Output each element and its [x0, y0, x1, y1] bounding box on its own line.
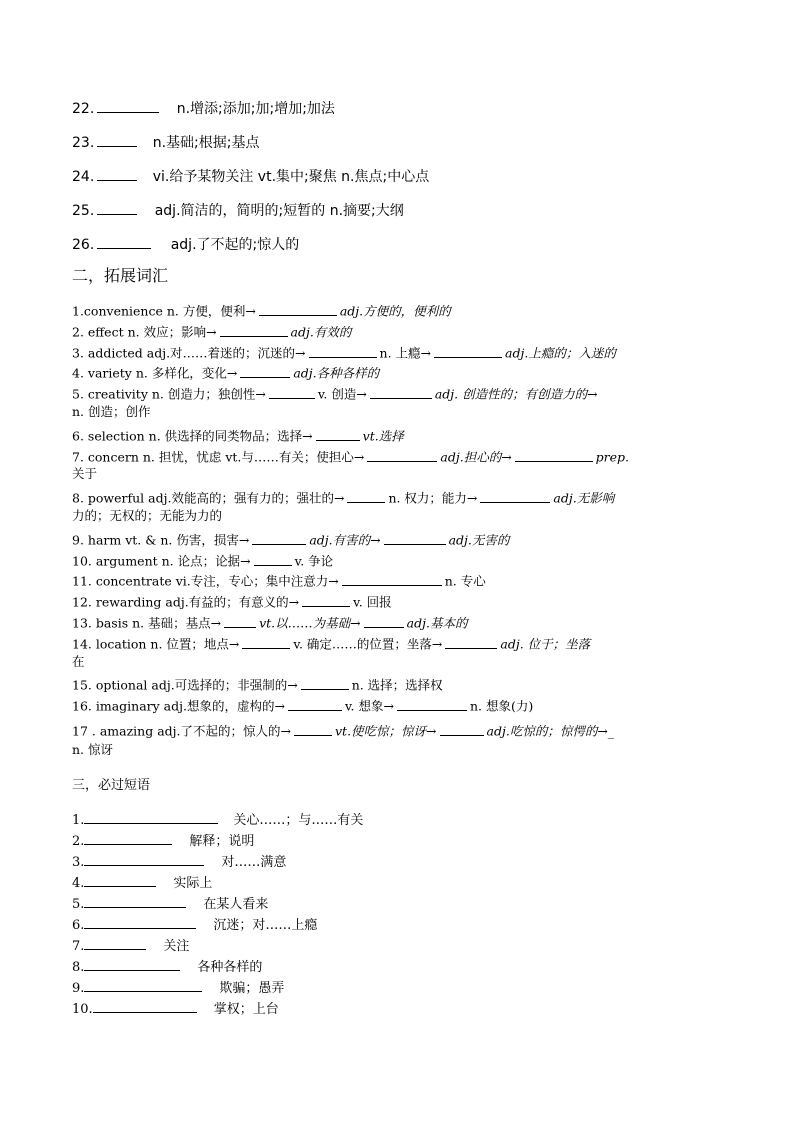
vocab-item-24 [72, 166, 429, 184]
phrase-item-10: 10. 掌权；上台 [72, 999, 279, 1016]
answer-blank[interactable] [84, 957, 180, 971]
answer-blank[interactable] [84, 810, 218, 824]
answer-blank[interactable] [309, 344, 377, 358]
answer-blank[interactable] [97, 132, 137, 147]
item-number: 25. [72, 203, 95, 219]
answer-blank[interactable] [97, 234, 151, 249]
phrase-item-7: 7. 关注 [72, 936, 189, 953]
vocab-item-26 [72, 234, 299, 252]
expansion-item-1: 1.convenience n. 方便，便利→ adj.方便的，便利的 [72, 303, 451, 319]
answer-blank[interactable] [445, 635, 497, 649]
expansion-item-12: 12. rewarding adj.有益的；有意义的→ v. 回报 [72, 594, 392, 610]
answer-blank[interactable] [259, 302, 337, 316]
expansion-item-16: 16. imaginary adj.想象的，虚构的→ v. 想象→ n. 想象(力) [72, 698, 534, 714]
phrase-item-8: 8. 各种各样的 [72, 957, 262, 974]
answer-blank[interactable] [440, 722, 484, 736]
item-definition: vi.给予某物关注 vt.集中;聚焦 n.焦点;中心点 [152, 169, 430, 185]
phrase-item-6: 6. 沉迷；对……上瘾 [72, 915, 317, 932]
item-number: 24. [72, 169, 95, 185]
expansion-item-11: 11. concentrate vi.专注，专心；集中注意力→ n. 专心 [72, 573, 486, 589]
answer-blank[interactable] [84, 831, 172, 845]
expansion-item-3: 3. addicted adj.对……着迷的；沉迷的→ n. 上瘾→ adj.上瘾的；入迷的 [72, 345, 616, 361]
answer-blank[interactable] [434, 344, 502, 358]
item-definition: adj.简洁的，简明的;短暂的 n.摘要;大纲 [154, 203, 404, 219]
answer-blank[interactable] [84, 873, 156, 887]
answer-blank[interactable] [316, 427, 360, 441]
answer-blank[interactable] [242, 635, 290, 649]
answer-blank[interactable] [84, 852, 204, 866]
answer-blank[interactable] [384, 531, 446, 545]
expansion-item-7-cont: 关于 [72, 466, 98, 481]
expansion-item-10: 10. argument n. 论点；论据→ v. 争论 [72, 553, 334, 569]
expansion-item-7: 7. concern n. 担忧，忧虑 vt.与……有关；使担心→ adj.担心的→ prep. [72, 449, 630, 465]
answer-blank[interactable] [220, 323, 288, 337]
expansion-item-4: 4. variety n. 多样化，变化→ adj.各种各样的 [72, 365, 380, 381]
answer-blank[interactable] [294, 722, 332, 736]
expansion-item-6: 6. selection n. 供选择的同类物品；选择→ vt.选择 [72, 428, 404, 444]
answer-blank[interactable] [480, 489, 550, 503]
phrase-item-2: 2. 解释；说明 [72, 831, 254, 848]
section-heading-phrases: 三，必过短语 [72, 778, 151, 793]
expansion-item-14: 14. location n. 位置；地点→ v. 确定……的位置；坐落→ adj. 位于；坐落 [72, 636, 591, 652]
answer-blank[interactable] [240, 364, 290, 378]
answer-blank[interactable] [302, 593, 350, 607]
expansion-item-17: 17 . amazing adj.了不起的；惊人的→ vt.使吃惊；惊讶→ adj.吃惊的；惊愕的→_ [72, 723, 615, 739]
answer-blank[interactable] [269, 385, 315, 399]
expansion-item-5: 5. creativity n. 创造力；独创性→ v. 创造→ adj. 创造性的；有创造力的→ [72, 386, 598, 402]
item-number: 26. [72, 237, 95, 253]
answer-blank[interactable] [515, 448, 593, 462]
expansion-item-2: 2. effect n. 效应；影响→ adj.有效的 [72, 324, 352, 340]
answer-blank[interactable] [397, 697, 467, 711]
item-definition: adj.了不起的;惊人的 [170, 237, 300, 253]
answer-blank[interactable] [254, 552, 292, 566]
expansion-item-9: 9. harm vt. & n. 伤害，损害→ adj.有害的→ adj.无害的 [72, 532, 510, 548]
item-number: 23. [72, 135, 95, 151]
answer-blank[interactable] [342, 572, 442, 586]
item-definition: n.基础;根据;基点 [152, 135, 260, 151]
answer-blank[interactable] [84, 978, 202, 992]
answer-blank[interactable] [301, 676, 349, 690]
answer-blank[interactable] [288, 697, 342, 711]
vocab-item-22 [72, 98, 335, 116]
answer-blank[interactable] [93, 999, 197, 1013]
expansion-item-13: 13. basis n. 基础；基点→ vt.以……为基础→ adj.基本的 [72, 615, 468, 631]
phrase-item-9: 9. 欺骗；愚弄 [72, 978, 284, 995]
expansion-item-17-cont: n. 惊讶 [72, 742, 113, 757]
expansion-item-5-cont: n. 创造；创作 [72, 404, 151, 419]
expansion-item-8-cont: 力的；无权的；无能为力的 [72, 508, 223, 523]
answer-blank[interactable] [224, 614, 256, 628]
vocab-item-23 [72, 132, 259, 150]
answer-blank[interactable] [97, 200, 137, 215]
answer-blank[interactable] [84, 936, 146, 950]
vocab-item-25 [72, 200, 404, 218]
phrase-item-4: 4. 实际上 [72, 873, 212, 890]
answer-blank[interactable] [84, 915, 196, 929]
answer-blank[interactable] [97, 98, 159, 113]
item-definition: n.增添;添加;加;增加;加法 [176, 101, 335, 117]
expansion-item-14-cont: 在 [72, 654, 85, 669]
phrase-item-1: 1. 关心……；与……有关 [72, 810, 363, 827]
answer-blank[interactable] [367, 448, 437, 462]
answer-blank[interactable] [347, 489, 385, 503]
expansion-item-8: 8. powerful adj.效能高的；强有力的；强壮的→ n. 权力；能力→ adj.无影响 [72, 490, 615, 506]
answer-blank[interactable] [364, 614, 404, 628]
answer-blank[interactable] [252, 531, 306, 545]
answer-blank[interactable] [84, 894, 186, 908]
phrase-item-5: 5. 在某人看来 [72, 894, 268, 911]
answer-blank[interactable] [370, 385, 432, 399]
expansion-item-15: 15. optional adj.可选择的；非强制的→ n. 选择；选择权 [72, 677, 443, 693]
item-number: 22. [72, 101, 95, 117]
section-heading-expansion: 二，拓展词汇 [72, 266, 169, 285]
phrase-item-3: 3. 对……满意 [72, 852, 286, 869]
answer-blank[interactable] [97, 166, 137, 181]
